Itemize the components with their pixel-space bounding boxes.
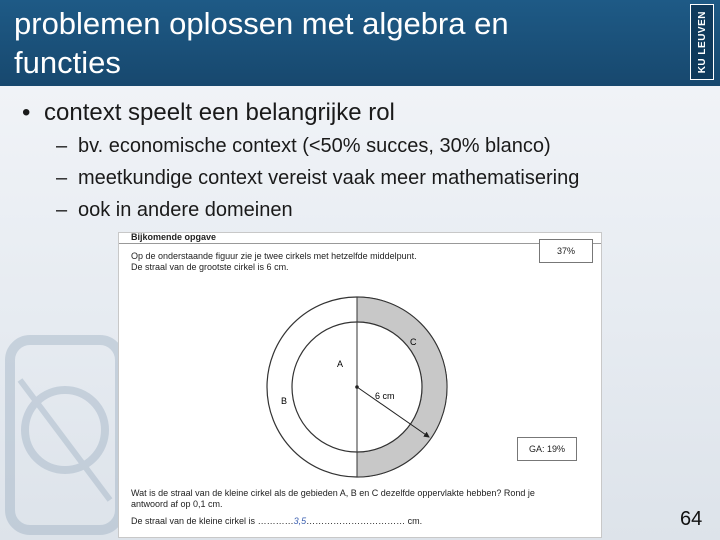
question-line-1: Wat is de straal van de kleine cirkel als de gebieden A, B en C dezelfde oppervlakte hebben? Rond je	[131, 488, 535, 498]
bullet-item	[22, 96, 579, 130]
exercise-line-1: Op de onderstaande figuur zie je twee cirkels met hetzelfde middelpunt.	[131, 251, 417, 261]
answer-unit: cm.	[405, 516, 423, 526]
title-line-1: problemen oplossen met algebra en	[14, 6, 509, 41]
exercise-image	[118, 232, 602, 538]
label-c: C	[410, 337, 417, 347]
sub-bullet-text: ook in andere domeinen	[78, 199, 293, 221]
title-line-2: functies	[14, 45, 121, 80]
answer-row	[131, 516, 422, 526]
exercise-line-2: De straal van de grootste cirkel is 6 cm.	[131, 262, 289, 272]
logo-text: KU LEUVEN	[696, 10, 708, 74]
dash-icon: –	[56, 135, 68, 157]
question-line-2: antwoord af op 0,1 cm.	[131, 499, 223, 509]
bullet-list	[22, 96, 579, 226]
exercise-heading: Bijkomende opgave	[131, 232, 217, 242]
sub-bullet-text: meetkundige context vereist vaak meer mathematisering	[78, 167, 580, 189]
dash-icon: –	[56, 167, 68, 189]
percent-box: 37%	[539, 239, 593, 263]
sub-bullet-2	[22, 162, 579, 194]
dash-icon: –	[56, 199, 68, 221]
sub-bullet-3	[22, 194, 579, 226]
bullet-dot-icon: •	[22, 99, 31, 126]
answer-dots-after: ……………………………	[306, 516, 406, 526]
bullet-text: context speelt een belangrijke rol	[44, 99, 395, 126]
circles-figure	[257, 287, 457, 487]
radius-label: 6 cm	[375, 391, 395, 401]
sub-bullet-1	[22, 130, 579, 162]
sub-bullet-text: bv. economische context (<50% succes, 30% blanco)	[78, 135, 551, 157]
answer-value: 3,5	[293, 516, 307, 526]
title-bar	[0, 0, 720, 86]
ga-box: GA: 19%	[517, 437, 577, 461]
slide-title	[14, 4, 654, 82]
answer-dots-before: …………	[257, 516, 294, 526]
label-b: B	[281, 396, 288, 406]
exercise-header	[119, 233, 601, 244]
watermark-graphic	[0, 320, 130, 540]
page-number: 64	[680, 508, 703, 530]
label-a: A	[337, 359, 344, 369]
answer-prefix: De straal van de kleine cirkel is	[131, 516, 258, 526]
ku-leuven-logo	[690, 4, 714, 80]
center-point	[355, 385, 359, 389]
